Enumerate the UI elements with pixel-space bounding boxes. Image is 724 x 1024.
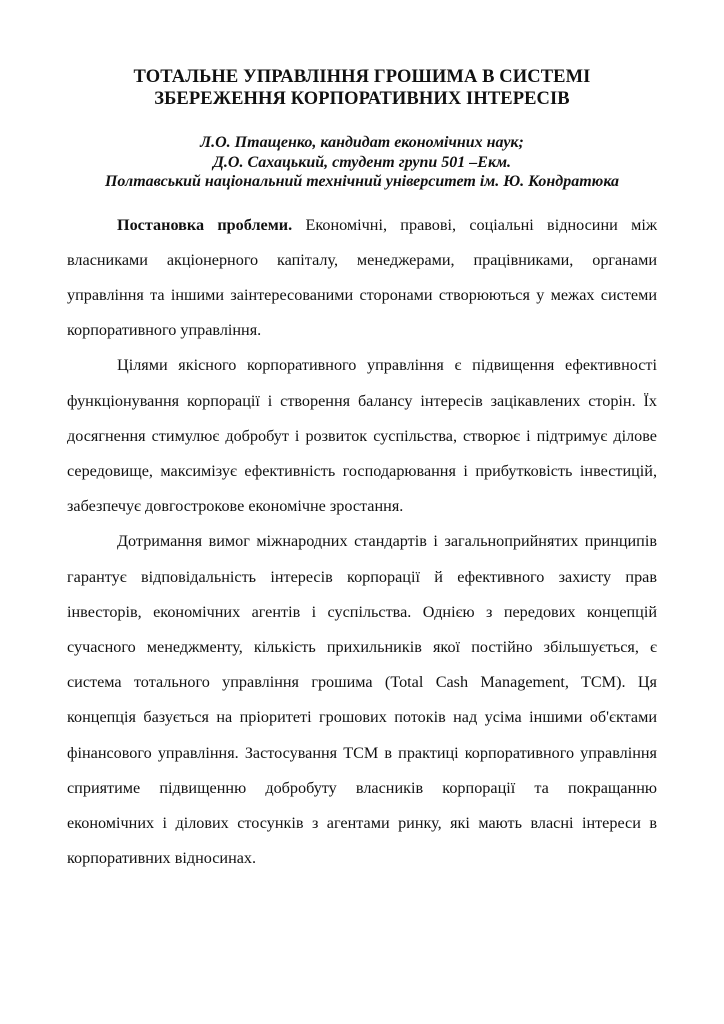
paragraph-text: Економічні, правові, соціальні відносини між власниками акціонерного капіталу, менеджерами, працівниками, органами управління та іншими заінтересованими сторонами створюються у межах системи корпоративного управління. <box>67 215 658 340</box>
paragraph-standards: Дотримання вимог міжнародних стандартів і загальноприйнятих принципів гарантує відповідальність інтересів корпорації й ефективного захисту прав інвесторів, економічних агентів і суспільства. Однією з передових концепцій сучасного менеджменту, кількість прихильників якої постійно збільшується, є система тотального управління грошима (Total Cash Management, TCM). Ця концепція базується на пріоритеті грошових потоків над усіма іншими об'єктами фінансового управління. Застосування ТСМ в практиці корпоративного управління сприятиме підвищенню добробуту власників корпорації та покращанню економічних і ділових стосунків з агентами ринку, які мають власні інтереси в корпоративних відносинах. <box>67 532 657 868</box>
title-line-2: ЗБЕРЕЖЕННЯ КОРПОРАТИВНИХ ІНТЕРЕСІВ <box>154 89 570 109</box>
author-block <box>67 133 657 192</box>
author-1: Л.О. Птащенко, кандидат економічних наук; <box>200 134 524 151</box>
paragraph-heading: Постановка проблеми. <box>117 215 293 234</box>
article-title <box>67 66 657 110</box>
affiliation: Полтавський національний технічний університет ім. Ю. Кондратюка <box>104 173 620 190</box>
title-line-1: ТОТАЛЬНЕ УПРАВЛІННЯ ГРОШИМА В СИСТЕМІ <box>133 67 591 87</box>
document-page <box>67 66 657 876</box>
paragraph-problem-statement <box>67 208 657 349</box>
paragraph-goals: Цілями якісного корпоративного управління є підвищення ефективності функціонування корпорації і створення балансу інтересів зацікавлених сторін. Їх досягнення стимулює добробут і розвиток суспільства, створює і підтримує ділове середовище, максимізує ефективність господарювання і прибутковість інвестицій, забезпечує довгострокове економічне зростання. <box>67 356 657 516</box>
article-body <box>67 208 657 877</box>
author-2: Д.О. Сахацький, студент групи 501 –Екм. <box>212 153 512 171</box>
